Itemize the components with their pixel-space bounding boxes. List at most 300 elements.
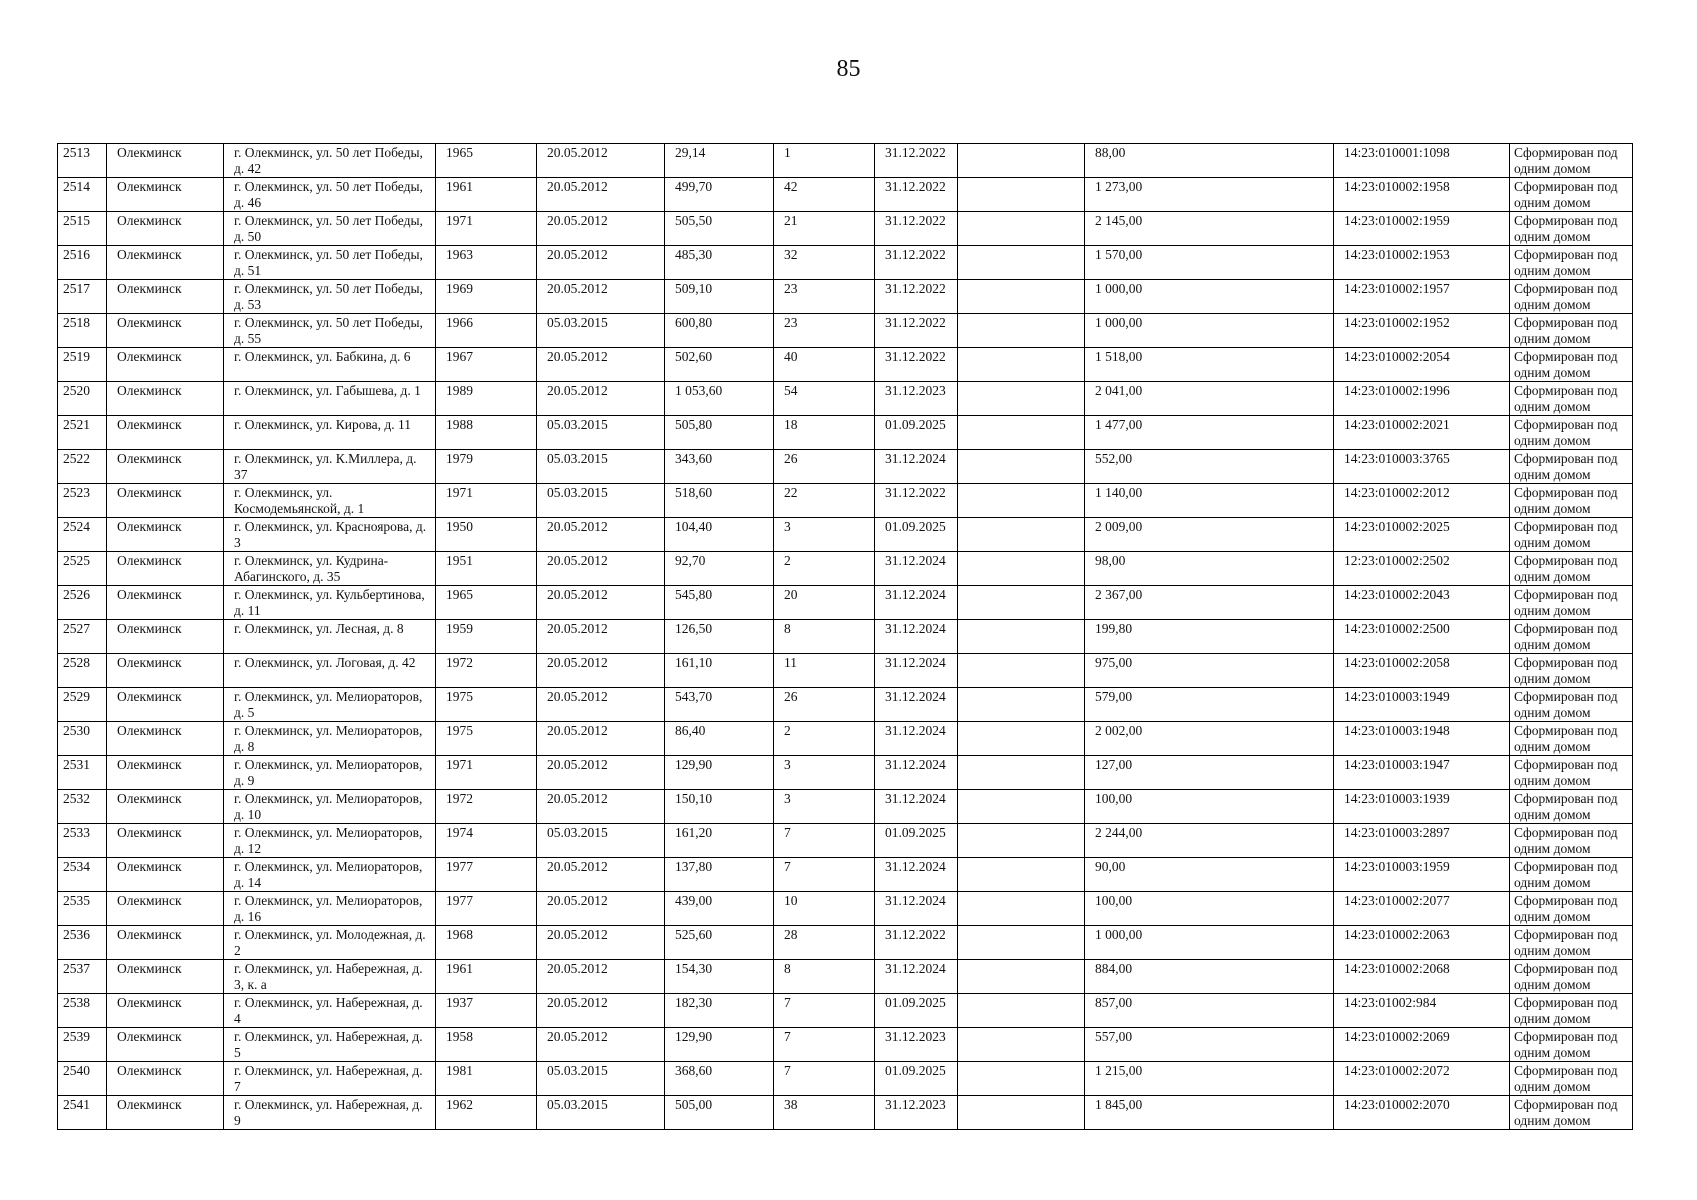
cadastral-number-cell: 14:23:010003:1947 xyxy=(1334,756,1510,790)
recognition-date-cell: 05.03.2015 xyxy=(537,1062,665,1096)
empty-cell-cell xyxy=(958,824,1085,858)
residents-cell: 20 xyxy=(774,586,875,620)
cadastral-number-cell: 14:23:010002:2063 xyxy=(1334,926,1510,960)
recognition-date-cell: 20.05.2012 xyxy=(537,212,665,246)
settlement-cell: Олекминск xyxy=(107,416,224,450)
land-area-cell: 88,00 xyxy=(1085,144,1334,178)
recognition-date-cell: 05.03.2015 xyxy=(537,1096,665,1130)
build-year-cell: 1977 xyxy=(436,858,537,892)
land-area-cell: 98,00 xyxy=(1085,552,1334,586)
settlement-cell: Олекминск xyxy=(107,178,224,212)
land-status-cell: Сформирован под одним домом xyxy=(1510,246,1633,280)
row-number-cell: 2515 xyxy=(58,212,107,246)
address-cell: г. Олекминск, ул. Мелиораторов, д. 12 xyxy=(224,824,436,858)
recognition-date-cell: 20.05.2012 xyxy=(537,892,665,926)
empty-cell-cell xyxy=(958,790,1085,824)
table-row xyxy=(58,382,1633,416)
row-number-cell: 2524 xyxy=(58,518,107,552)
settlement-cell: Олекминск xyxy=(107,348,224,382)
recognition-date-cell: 20.05.2012 xyxy=(537,518,665,552)
empty-cell-cell xyxy=(958,212,1085,246)
land-area-cell: 1 570,00 xyxy=(1085,246,1334,280)
cadastral-number-cell: 14:23:010002:2070 xyxy=(1334,1096,1510,1130)
row-number-cell: 2533 xyxy=(58,824,107,858)
area-cell: 92,70 xyxy=(665,552,774,586)
empty-cell-cell xyxy=(958,586,1085,620)
settlement-cell: Олекминск xyxy=(107,960,224,994)
land-status-cell: Сформирован под одним домом xyxy=(1510,1028,1633,1062)
residents-cell: 23 xyxy=(774,280,875,314)
residents-cell: 2 xyxy=(774,722,875,756)
land-area-cell: 1 000,00 xyxy=(1085,280,1334,314)
address-cell: г. Олекминск, ул. Космодемьянской, д. 1 xyxy=(224,484,436,518)
residents-cell: 8 xyxy=(774,960,875,994)
address-cell: г. Олекминск, ул. 50 лет Победы, д. 46 xyxy=(224,178,436,212)
empty-cell-cell xyxy=(958,892,1085,926)
cadastral-number-cell: 14:23:010002:2058 xyxy=(1334,654,1510,688)
settlement-cell: Олекминск xyxy=(107,688,224,722)
cadastral-number-cell: 14:23:010002:1957 xyxy=(1334,280,1510,314)
build-year-cell: 1965 xyxy=(436,144,537,178)
recognition-date-cell: 05.03.2015 xyxy=(537,484,665,518)
relocation-date-cell: 01.09.2025 xyxy=(875,518,958,552)
settlement-cell: Олекминск xyxy=(107,1096,224,1130)
relocation-date-cell: 31.12.2022 xyxy=(875,484,958,518)
area-cell: 29,14 xyxy=(665,144,774,178)
residents-cell: 3 xyxy=(774,790,875,824)
relocation-date-cell: 31.12.2022 xyxy=(875,926,958,960)
recognition-date-cell: 20.05.2012 xyxy=(537,790,665,824)
residents-cell: 23 xyxy=(774,314,875,348)
cadastral-number-cell: 14:23:010003:2897 xyxy=(1334,824,1510,858)
housing-registry-table xyxy=(57,143,1633,1130)
relocation-date-cell: 31.12.2022 xyxy=(875,144,958,178)
land-area-cell: 2 041,00 xyxy=(1085,382,1334,416)
table-row xyxy=(58,1096,1633,1130)
relocation-date-cell: 31.12.2022 xyxy=(875,246,958,280)
land-status-cell: Сформирован под одним домом xyxy=(1510,1062,1633,1096)
build-year-cell: 1974 xyxy=(436,824,537,858)
build-year-cell: 1971 xyxy=(436,756,537,790)
land-area-cell: 857,00 xyxy=(1085,994,1334,1028)
residents-cell: 11 xyxy=(774,654,875,688)
build-year-cell: 1971 xyxy=(436,484,537,518)
area-cell: 1 053,60 xyxy=(665,382,774,416)
area-cell: 543,70 xyxy=(665,688,774,722)
land-status-cell: Сформирован под одним домом xyxy=(1510,586,1633,620)
row-number-cell: 2526 xyxy=(58,586,107,620)
empty-cell-cell xyxy=(958,620,1085,654)
cadastral-number-cell: 14:23:010002:1953 xyxy=(1334,246,1510,280)
area-cell: 545,80 xyxy=(665,586,774,620)
land-area-cell: 1 140,00 xyxy=(1085,484,1334,518)
relocation-date-cell: 31.12.2023 xyxy=(875,1028,958,1062)
row-number-cell: 2536 xyxy=(58,926,107,960)
empty-cell-cell xyxy=(958,314,1085,348)
table-row xyxy=(58,518,1633,552)
row-number-cell: 2525 xyxy=(58,552,107,586)
row-number-cell: 2541 xyxy=(58,1096,107,1130)
area-cell: 129,90 xyxy=(665,756,774,790)
build-year-cell: 1975 xyxy=(436,722,537,756)
land-area-cell: 2 002,00 xyxy=(1085,722,1334,756)
cadastral-number-cell: 14:23:010002:1958 xyxy=(1334,178,1510,212)
area-cell: 182,30 xyxy=(665,994,774,1028)
residents-cell: 32 xyxy=(774,246,875,280)
relocation-date-cell: 31.12.2022 xyxy=(875,348,958,382)
recognition-date-cell: 20.05.2012 xyxy=(537,926,665,960)
settlement-cell: Олекминск xyxy=(107,314,224,348)
build-year-cell: 1958 xyxy=(436,1028,537,1062)
land-status-cell: Сформирован под одним домом xyxy=(1510,552,1633,586)
settlement-cell: Олекминск xyxy=(107,144,224,178)
cadastral-number-cell: 14:23:010002:2054 xyxy=(1334,348,1510,382)
build-year-cell: 1989 xyxy=(436,382,537,416)
empty-cell-cell xyxy=(958,926,1085,960)
table-body xyxy=(58,144,1633,1130)
address-cell: г. Олекминск, ул. Набережная, д. 4 xyxy=(224,994,436,1028)
row-number-cell: 2513 xyxy=(58,144,107,178)
area-cell: 485,30 xyxy=(665,246,774,280)
empty-cell-cell xyxy=(958,858,1085,892)
empty-cell-cell xyxy=(958,1028,1085,1062)
land-area-cell: 1 477,00 xyxy=(1085,416,1334,450)
cadastral-number-cell: 14:23:010003:3765 xyxy=(1334,450,1510,484)
residents-cell: 7 xyxy=(774,1028,875,1062)
empty-cell-cell xyxy=(958,1096,1085,1130)
settlement-cell: Олекминск xyxy=(107,994,224,1028)
address-cell: г. Олекминск, ул. Кульбертинова, д. 11 xyxy=(224,586,436,620)
table-row xyxy=(58,688,1633,722)
recognition-date-cell: 20.05.2012 xyxy=(537,1028,665,1062)
address-cell: г. Олекминск, ул. Мелиораторов, д. 8 xyxy=(224,722,436,756)
relocation-date-cell: 31.12.2023 xyxy=(875,382,958,416)
area-cell: 502,60 xyxy=(665,348,774,382)
area-cell: 439,00 xyxy=(665,892,774,926)
relocation-date-cell: 31.12.2024 xyxy=(875,722,958,756)
table-row xyxy=(58,416,1633,450)
row-number-cell: 2516 xyxy=(58,246,107,280)
cadastral-number-cell: 14:23:010002:2077 xyxy=(1334,892,1510,926)
residents-cell: 3 xyxy=(774,756,875,790)
relocation-date-cell: 31.12.2024 xyxy=(875,654,958,688)
recognition-date-cell: 20.05.2012 xyxy=(537,688,665,722)
settlement-cell: Олекминск xyxy=(107,790,224,824)
residents-cell: 3 xyxy=(774,518,875,552)
empty-cell-cell xyxy=(958,280,1085,314)
build-year-cell: 1967 xyxy=(436,348,537,382)
build-year-cell: 1972 xyxy=(436,790,537,824)
cadastral-number-cell: 14:23:010002:2072 xyxy=(1334,1062,1510,1096)
settlement-cell: Олекминск xyxy=(107,450,224,484)
build-year-cell: 1963 xyxy=(436,246,537,280)
row-number-cell: 2538 xyxy=(58,994,107,1028)
empty-cell-cell xyxy=(958,246,1085,280)
land-status-cell: Сформирован под одним домом xyxy=(1510,654,1633,688)
land-status-cell: Сформирован под одним домом xyxy=(1510,858,1633,892)
land-status-cell: Сформирован под одним домом xyxy=(1510,620,1633,654)
land-area-cell: 1 518,00 xyxy=(1085,348,1334,382)
land-area-cell: 579,00 xyxy=(1085,688,1334,722)
cadastral-number-cell: 14:23:010003:1949 xyxy=(1334,688,1510,722)
table-row xyxy=(58,892,1633,926)
relocation-date-cell: 31.12.2024 xyxy=(875,450,958,484)
build-year-cell: 1961 xyxy=(436,178,537,212)
address-cell: г. Олекминск, ул. Мелиораторов, д. 10 xyxy=(224,790,436,824)
land-area-cell: 975,00 xyxy=(1085,654,1334,688)
row-number-cell: 2528 xyxy=(58,654,107,688)
table-row xyxy=(58,450,1633,484)
table-row xyxy=(58,722,1633,756)
address-cell: г. Олекминск, ул. Логовая, д. 42 xyxy=(224,654,436,688)
address-cell: г. Олекминск, ул. Кудрина-Абагинского, д. 35 xyxy=(224,552,436,586)
settlement-cell: Олекминск xyxy=(107,212,224,246)
relocation-date-cell: 31.12.2024 xyxy=(875,688,958,722)
area-cell: 150,10 xyxy=(665,790,774,824)
area-cell: 104,40 xyxy=(665,518,774,552)
area-cell: 525,60 xyxy=(665,926,774,960)
land-status-cell: Сформирован под одним домом xyxy=(1510,926,1633,960)
table-row xyxy=(58,858,1633,892)
relocation-date-cell: 31.12.2024 xyxy=(875,756,958,790)
address-cell: г. Олекминск, ул. Красноярова, д. 3 xyxy=(224,518,436,552)
land-status-cell: Сформирован под одним домом xyxy=(1510,416,1633,450)
address-cell: г. Олекминск, ул. Габышева, д. 1 xyxy=(224,382,436,416)
relocation-date-cell: 01.09.2025 xyxy=(875,416,958,450)
recognition-date-cell: 20.05.2012 xyxy=(537,178,665,212)
row-number-cell: 2540 xyxy=(58,1062,107,1096)
empty-cell-cell xyxy=(958,348,1085,382)
address-cell: г. Олекминск, ул. Кирова, д. 11 xyxy=(224,416,436,450)
table-row xyxy=(58,178,1633,212)
land-status-cell: Сформирован под одним домом xyxy=(1510,722,1633,756)
recognition-date-cell: 20.05.2012 xyxy=(537,552,665,586)
empty-cell-cell xyxy=(958,450,1085,484)
recognition-date-cell: 20.05.2012 xyxy=(537,586,665,620)
empty-cell-cell xyxy=(958,960,1085,994)
cadastral-number-cell: 14:23:010003:1939 xyxy=(1334,790,1510,824)
land-area-cell: 1 273,00 xyxy=(1085,178,1334,212)
row-number-cell: 2517 xyxy=(58,280,107,314)
land-area-cell: 199,80 xyxy=(1085,620,1334,654)
empty-cell-cell xyxy=(958,178,1085,212)
settlement-cell: Олекминск xyxy=(107,1062,224,1096)
address-cell: г. Олекминск, ул. Набережная, д. 3, к. а xyxy=(224,960,436,994)
relocation-date-cell: 01.09.2025 xyxy=(875,824,958,858)
relocation-date-cell: 31.12.2022 xyxy=(875,280,958,314)
land-area-cell: 127,00 xyxy=(1085,756,1334,790)
table-row xyxy=(58,994,1633,1028)
address-cell: г. Олекминск, ул. Набережная, д. 5 xyxy=(224,1028,436,1062)
relocation-date-cell: 31.12.2024 xyxy=(875,790,958,824)
row-number-cell: 2521 xyxy=(58,416,107,450)
land-status-cell: Сформирован под одним домом xyxy=(1510,790,1633,824)
table-row xyxy=(58,586,1633,620)
row-number-cell: 2520 xyxy=(58,382,107,416)
address-cell: г. Олекминск, ул. Бабкина, д. 6 xyxy=(224,348,436,382)
cadastral-number-cell: 14:23:010002:2025 xyxy=(1334,518,1510,552)
residents-cell: 28 xyxy=(774,926,875,960)
address-cell: г. Олекминск, ул. Мелиораторов, д. 14 xyxy=(224,858,436,892)
table-row xyxy=(58,212,1633,246)
table-row xyxy=(58,552,1633,586)
table-row xyxy=(58,144,1633,178)
empty-cell-cell xyxy=(958,416,1085,450)
land-area-cell: 1 000,00 xyxy=(1085,926,1334,960)
build-year-cell: 1977 xyxy=(436,892,537,926)
row-number-cell: 2531 xyxy=(58,756,107,790)
residents-cell: 7 xyxy=(774,994,875,1028)
land-area-cell: 2 009,00 xyxy=(1085,518,1334,552)
land-status-cell: Сформирован под одним домом xyxy=(1510,382,1633,416)
land-area-cell: 100,00 xyxy=(1085,892,1334,926)
build-year-cell: 1966 xyxy=(436,314,537,348)
empty-cell-cell xyxy=(958,144,1085,178)
land-status-cell: Сформирован под одним домом xyxy=(1510,314,1633,348)
recognition-date-cell: 20.05.2012 xyxy=(537,620,665,654)
settlement-cell: Олекминск xyxy=(107,552,224,586)
table-row xyxy=(58,246,1633,280)
settlement-cell: Олекминск xyxy=(107,926,224,960)
settlement-cell: Олекминск xyxy=(107,382,224,416)
residents-cell: 1 xyxy=(774,144,875,178)
address-cell: г. Олекминск, ул. Набережная, д. 9 xyxy=(224,1096,436,1130)
row-number-cell: 2530 xyxy=(58,722,107,756)
table-row xyxy=(58,1028,1633,1062)
row-number-cell: 2534 xyxy=(58,858,107,892)
recognition-date-cell: 20.05.2012 xyxy=(537,994,665,1028)
cadastral-number-cell: 14:23:010002:2021 xyxy=(1334,416,1510,450)
table-row xyxy=(58,314,1633,348)
row-number-cell: 2523 xyxy=(58,484,107,518)
residents-cell: 26 xyxy=(774,450,875,484)
residents-cell: 54 xyxy=(774,382,875,416)
build-year-cell: 1972 xyxy=(436,654,537,688)
recognition-date-cell: 05.03.2015 xyxy=(537,450,665,484)
build-year-cell: 1965 xyxy=(436,586,537,620)
land-area-cell: 2 145,00 xyxy=(1085,212,1334,246)
row-number-cell: 2527 xyxy=(58,620,107,654)
area-cell: 161,10 xyxy=(665,654,774,688)
recognition-date-cell: 20.05.2012 xyxy=(537,382,665,416)
cadastral-number-cell: 12:23:010002:2502 xyxy=(1334,552,1510,586)
land-area-cell: 2 244,00 xyxy=(1085,824,1334,858)
cadastral-number-cell: 14:23:010002:1959 xyxy=(1334,212,1510,246)
cadastral-number-cell: 14:23:01002:984 xyxy=(1334,994,1510,1028)
area-cell: 505,50 xyxy=(665,212,774,246)
table-row xyxy=(58,756,1633,790)
address-cell: г. Олекминск, ул. 50 лет Победы, д. 55 xyxy=(224,314,436,348)
recognition-date-cell: 05.03.2015 xyxy=(537,416,665,450)
land-status-cell: Сформирован под одним домом xyxy=(1510,960,1633,994)
residents-cell: 7 xyxy=(774,858,875,892)
address-cell: г. Олекминск, ул. 50 лет Победы, д. 53 xyxy=(224,280,436,314)
settlement-cell: Олекминск xyxy=(107,586,224,620)
residents-cell: 22 xyxy=(774,484,875,518)
land-status-cell: Сформирован под одним домом xyxy=(1510,484,1633,518)
settlement-cell: Олекминск xyxy=(107,858,224,892)
address-cell: г. Олекминск, ул. Мелиораторов, д. 16 xyxy=(224,892,436,926)
land-status-cell: Сформирован под одним домом xyxy=(1510,892,1633,926)
cadastral-number-cell: 14:23:010002:2043 xyxy=(1334,586,1510,620)
land-status-cell: Сформирован под одним домом xyxy=(1510,348,1633,382)
land-area-cell: 90,00 xyxy=(1085,858,1334,892)
cadastral-number-cell: 14:23:010002:2012 xyxy=(1334,484,1510,518)
empty-cell-cell xyxy=(958,722,1085,756)
cadastral-number-cell: 14:23:010003:1959 xyxy=(1334,858,1510,892)
row-number-cell: 2537 xyxy=(58,960,107,994)
cadastral-number-cell: 14:23:010002:1996 xyxy=(1334,382,1510,416)
address-cell: г. Олекминск, ул. Мелиораторов, д. 5 xyxy=(224,688,436,722)
cadastral-number-cell: 14:23:010002:2068 xyxy=(1334,960,1510,994)
row-number-cell: 2522 xyxy=(58,450,107,484)
address-cell: г. Олекминск, ул. 50 лет Победы, д. 51 xyxy=(224,246,436,280)
table-row xyxy=(58,926,1633,960)
address-cell: г. Олекминск, ул. Молодежная, д. 2 xyxy=(224,926,436,960)
build-year-cell: 1937 xyxy=(436,994,537,1028)
table-row xyxy=(58,620,1633,654)
land-area-cell: 2 367,00 xyxy=(1085,586,1334,620)
relocation-date-cell: 31.12.2022 xyxy=(875,212,958,246)
area-cell: 509,10 xyxy=(665,280,774,314)
table-row xyxy=(58,790,1633,824)
table-row xyxy=(58,1062,1633,1096)
land-area-cell: 552,00 xyxy=(1085,450,1334,484)
settlement-cell: Олекминск xyxy=(107,620,224,654)
table-row xyxy=(58,280,1633,314)
residents-cell: 40 xyxy=(774,348,875,382)
recognition-date-cell: 20.05.2012 xyxy=(537,960,665,994)
relocation-date-cell: 31.12.2024 xyxy=(875,892,958,926)
row-number-cell: 2532 xyxy=(58,790,107,824)
land-status-cell: Сформирован под одним домом xyxy=(1510,824,1633,858)
land-status-cell: Сформирован под одним домом xyxy=(1510,756,1633,790)
land-area-cell: 557,00 xyxy=(1085,1028,1334,1062)
table-row xyxy=(58,654,1633,688)
area-cell: 129,90 xyxy=(665,1028,774,1062)
build-year-cell: 1959 xyxy=(436,620,537,654)
residents-cell: 38 xyxy=(774,1096,875,1130)
relocation-date-cell: 01.09.2025 xyxy=(875,1062,958,1096)
relocation-date-cell: 31.12.2022 xyxy=(875,314,958,348)
address-cell: г. Олекминск, ул. Набережная, д. 7 xyxy=(224,1062,436,1096)
land-area-cell: 1 215,00 xyxy=(1085,1062,1334,1096)
recognition-date-cell: 20.05.2012 xyxy=(537,280,665,314)
empty-cell-cell xyxy=(958,756,1085,790)
land-status-cell: Сформирован под одним домом xyxy=(1510,450,1633,484)
land-area-cell: 1 000,00 xyxy=(1085,314,1334,348)
relocation-date-cell: 31.12.2024 xyxy=(875,858,958,892)
address-cell: г. Олекминск, ул. 50 лет Победы, д. 42 xyxy=(224,144,436,178)
settlement-cell: Олекминск xyxy=(107,722,224,756)
address-cell: г. Олекминск, ул. 50 лет Победы, д. 50 xyxy=(224,212,436,246)
row-number-cell: 2539 xyxy=(58,1028,107,1062)
residents-cell: 7 xyxy=(774,1062,875,1096)
residents-cell: 21 xyxy=(774,212,875,246)
land-area-cell: 100,00 xyxy=(1085,790,1334,824)
area-cell: 343,60 xyxy=(665,450,774,484)
settlement-cell: Олекминск xyxy=(107,246,224,280)
empty-cell-cell xyxy=(958,552,1085,586)
address-cell: г. Олекминск, ул. Лесная, д. 8 xyxy=(224,620,436,654)
land-status-cell: Сформирован под одним домом xyxy=(1510,144,1633,178)
table-row xyxy=(58,484,1633,518)
area-cell: 126,50 xyxy=(665,620,774,654)
empty-cell-cell xyxy=(958,518,1085,552)
area-cell: 505,80 xyxy=(665,416,774,450)
build-year-cell: 1971 xyxy=(436,212,537,246)
area-cell: 161,20 xyxy=(665,824,774,858)
